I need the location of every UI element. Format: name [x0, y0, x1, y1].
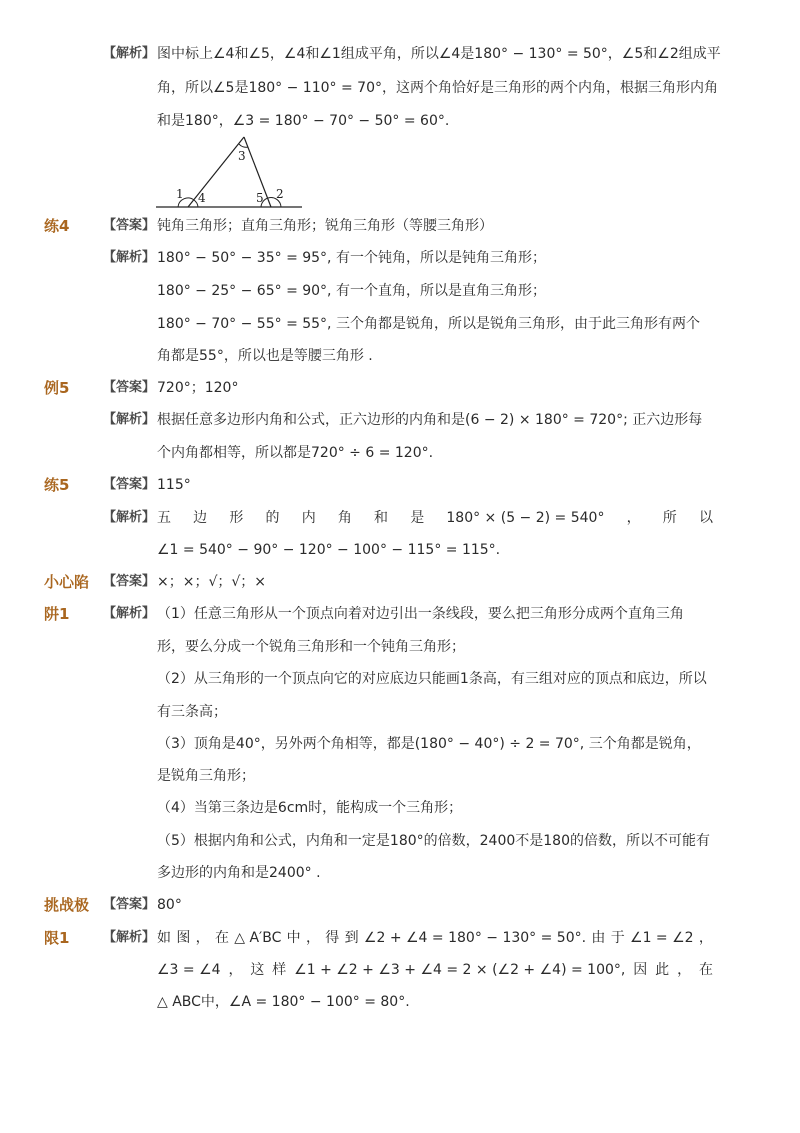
analysis-text: 180° − 70° − 55° = 55°, 三个角都是锐角，所以是锐角三角形，由于此三角形有两个: [157, 316, 700, 332]
section-tag: 限1: [44, 929, 70, 947]
analysis-text: （1）任意三角形从一个顶点向着对边引出一条线段，要么把三角形分成两个直角三角: [157, 606, 684, 622]
analysis-text: 多边形的内角和是2400° .: [157, 865, 321, 881]
math-expression: 180° × (5 − 2) = 540°: [446, 510, 605, 526]
analysis-text: 180° − 50° − 35° = 95°, 有一个钝角，所以是钝角三角形；: [157, 250, 546, 266]
section-tag: 例5: [44, 379, 70, 397]
angle-label-4: 4: [198, 191, 206, 205]
analysis-text: 是锐角三角形；: [157, 768, 255, 784]
word: 以: [698, 510, 713, 526]
word: 内: [301, 510, 316, 526]
section-tag: 练4: [44, 217, 70, 235]
section-tag: 挑战极: [44, 896, 90, 914]
answer-text: 115°: [157, 477, 191, 493]
section-tag: 小心陷: [44, 573, 90, 591]
word: 于: [610, 930, 625, 946]
word: 这: [250, 962, 265, 978]
analysis-label: 【解析】: [103, 250, 156, 265]
answer-text: 钝角三角形；直角三角形；锐角三角形（等腰三角形）: [157, 218, 493, 234]
word: 五: [157, 510, 171, 526]
word: 边: [193, 510, 208, 526]
word: 因: [633, 962, 648, 978]
analysis-text: 形，要么分成一个锐角三角形和一个钝角三角形；: [157, 639, 465, 655]
math-expression: △ A′BC: [234, 930, 282, 946]
answer-label: 【答案】: [103, 574, 156, 589]
answer-text: ×；×；√；√；×: [157, 574, 267, 590]
word: 是: [410, 510, 425, 526]
analysis-label: 【解析】: [103, 510, 156, 525]
angle-label-1: 1: [176, 187, 184, 201]
analysis-text: （5）根据内角和公式，内角和一定是180°的倍数，2400不是180的倍数，所以不可能有: [157, 833, 710, 849]
word: 在: [698, 962, 713, 978]
analysis-text: 图中标上∠4和∠5，∠4和∠1组成平角，所以∠4是180° − 130° = 50°，∠5和∠2组成平: [157, 46, 721, 62]
analysis-text: 个内角都相等，所以都是720° ÷ 6 = 120°.: [157, 445, 434, 461]
word: 中: [286, 930, 301, 946]
analysis-label: 【解析】: [103, 606, 156, 621]
analysis-text: 角，所以∠5是180° − 110° = 70°，这两个角恰好是三角形的两个内角，根据三角形内角: [157, 80, 718, 96]
section-tag: 阱1: [44, 605, 70, 623]
word: 由: [591, 930, 606, 946]
triangle-figure: [150, 130, 310, 214]
word: ，: [195, 930, 210, 946]
math-expression: ∠3 = ∠4: [157, 962, 221, 978]
word: ，: [305, 930, 320, 946]
word: 和: [374, 510, 389, 526]
math-expression: ∠1 + ∠2 + ∠3 + ∠4 = 2 × (∠2 + ∠4) = 100°,: [294, 962, 626, 978]
word: 角: [337, 510, 352, 526]
analysis-justified-line: [157, 928, 713, 948]
word: 样: [272, 962, 287, 978]
answer-text: 80°: [157, 897, 182, 913]
triangle-left-side: [188, 137, 244, 207]
answer-label: 【答案】: [103, 477, 156, 492]
math-expression: ∠2 + ∠4 = 180° − 130° = 50°.: [363, 930, 587, 946]
analysis-text: 角都是55°，所以也是等腰三角形 .: [157, 348, 373, 364]
answer-text: 720°；120°: [157, 380, 239, 396]
angle-label-2: 2: [276, 187, 284, 201]
analysis-label: 【解析】: [103, 930, 156, 945]
analysis-label: 【解析】: [103, 46, 156, 61]
section-tag: 练5: [44, 476, 70, 494]
angle-label-5: 5: [256, 191, 264, 205]
word: 如: [157, 930, 171, 946]
word: 的: [265, 510, 280, 526]
analysis-text: （3）顶角是40°，另外两个角相等，都是(180° − 40°) ÷ 2 = 70°, 三个角都是锐角，: [157, 736, 701, 752]
analysis-text: （4）当第三条边是6cm时，能构成一个三角形；: [157, 800, 463, 816]
word: 图: [176, 930, 191, 946]
analysis-text: ∠1 = 540° − 90° − 120° − 100° − 115° = 115°.: [157, 542, 501, 558]
word: 在: [214, 930, 229, 946]
analysis-label: 【解析】: [103, 412, 156, 427]
analysis-text: 有三条高；: [157, 704, 227, 720]
word: 形: [229, 510, 244, 526]
analysis-text: 根据任意多边形内角和公式，正六边形的内角和是(6 − 2) × 180° = 720°; 正六边形每: [157, 412, 703, 428]
analysis-text: △ ABC中，∠A = 180° − 100° = 80°.: [157, 994, 410, 1010]
word: ，: [698, 930, 713, 946]
word: ，: [677, 962, 692, 978]
word: 到: [344, 930, 359, 946]
word: 此: [655, 962, 670, 978]
answer-label: 【答案】: [103, 897, 156, 912]
analysis-text: 180° − 25° − 65° = 90°, 有一个直角，所以是直角三角形；: [157, 283, 546, 299]
word: 得: [325, 930, 340, 946]
word: ，: [228, 962, 243, 978]
word: ，: [626, 510, 641, 526]
angle-label-3: 3: [238, 149, 246, 163]
answer-label: 【答案】: [103, 380, 156, 395]
math-expression: ∠1 = ∠2: [630, 930, 694, 946]
word: 所: [662, 510, 677, 526]
analysis-justified-line: [157, 960, 713, 980]
analysis-text: （2）从三角形的一个顶点向它的对应底边只能画1条高，有三组对应的顶点和底边，所以: [157, 671, 707, 687]
analysis-text: 和是180°，∠3 = 180° − 70° − 50° = 60°.: [157, 113, 450, 129]
answer-label: 【答案】: [103, 218, 156, 233]
analysis-justified-line: [157, 508, 713, 528]
